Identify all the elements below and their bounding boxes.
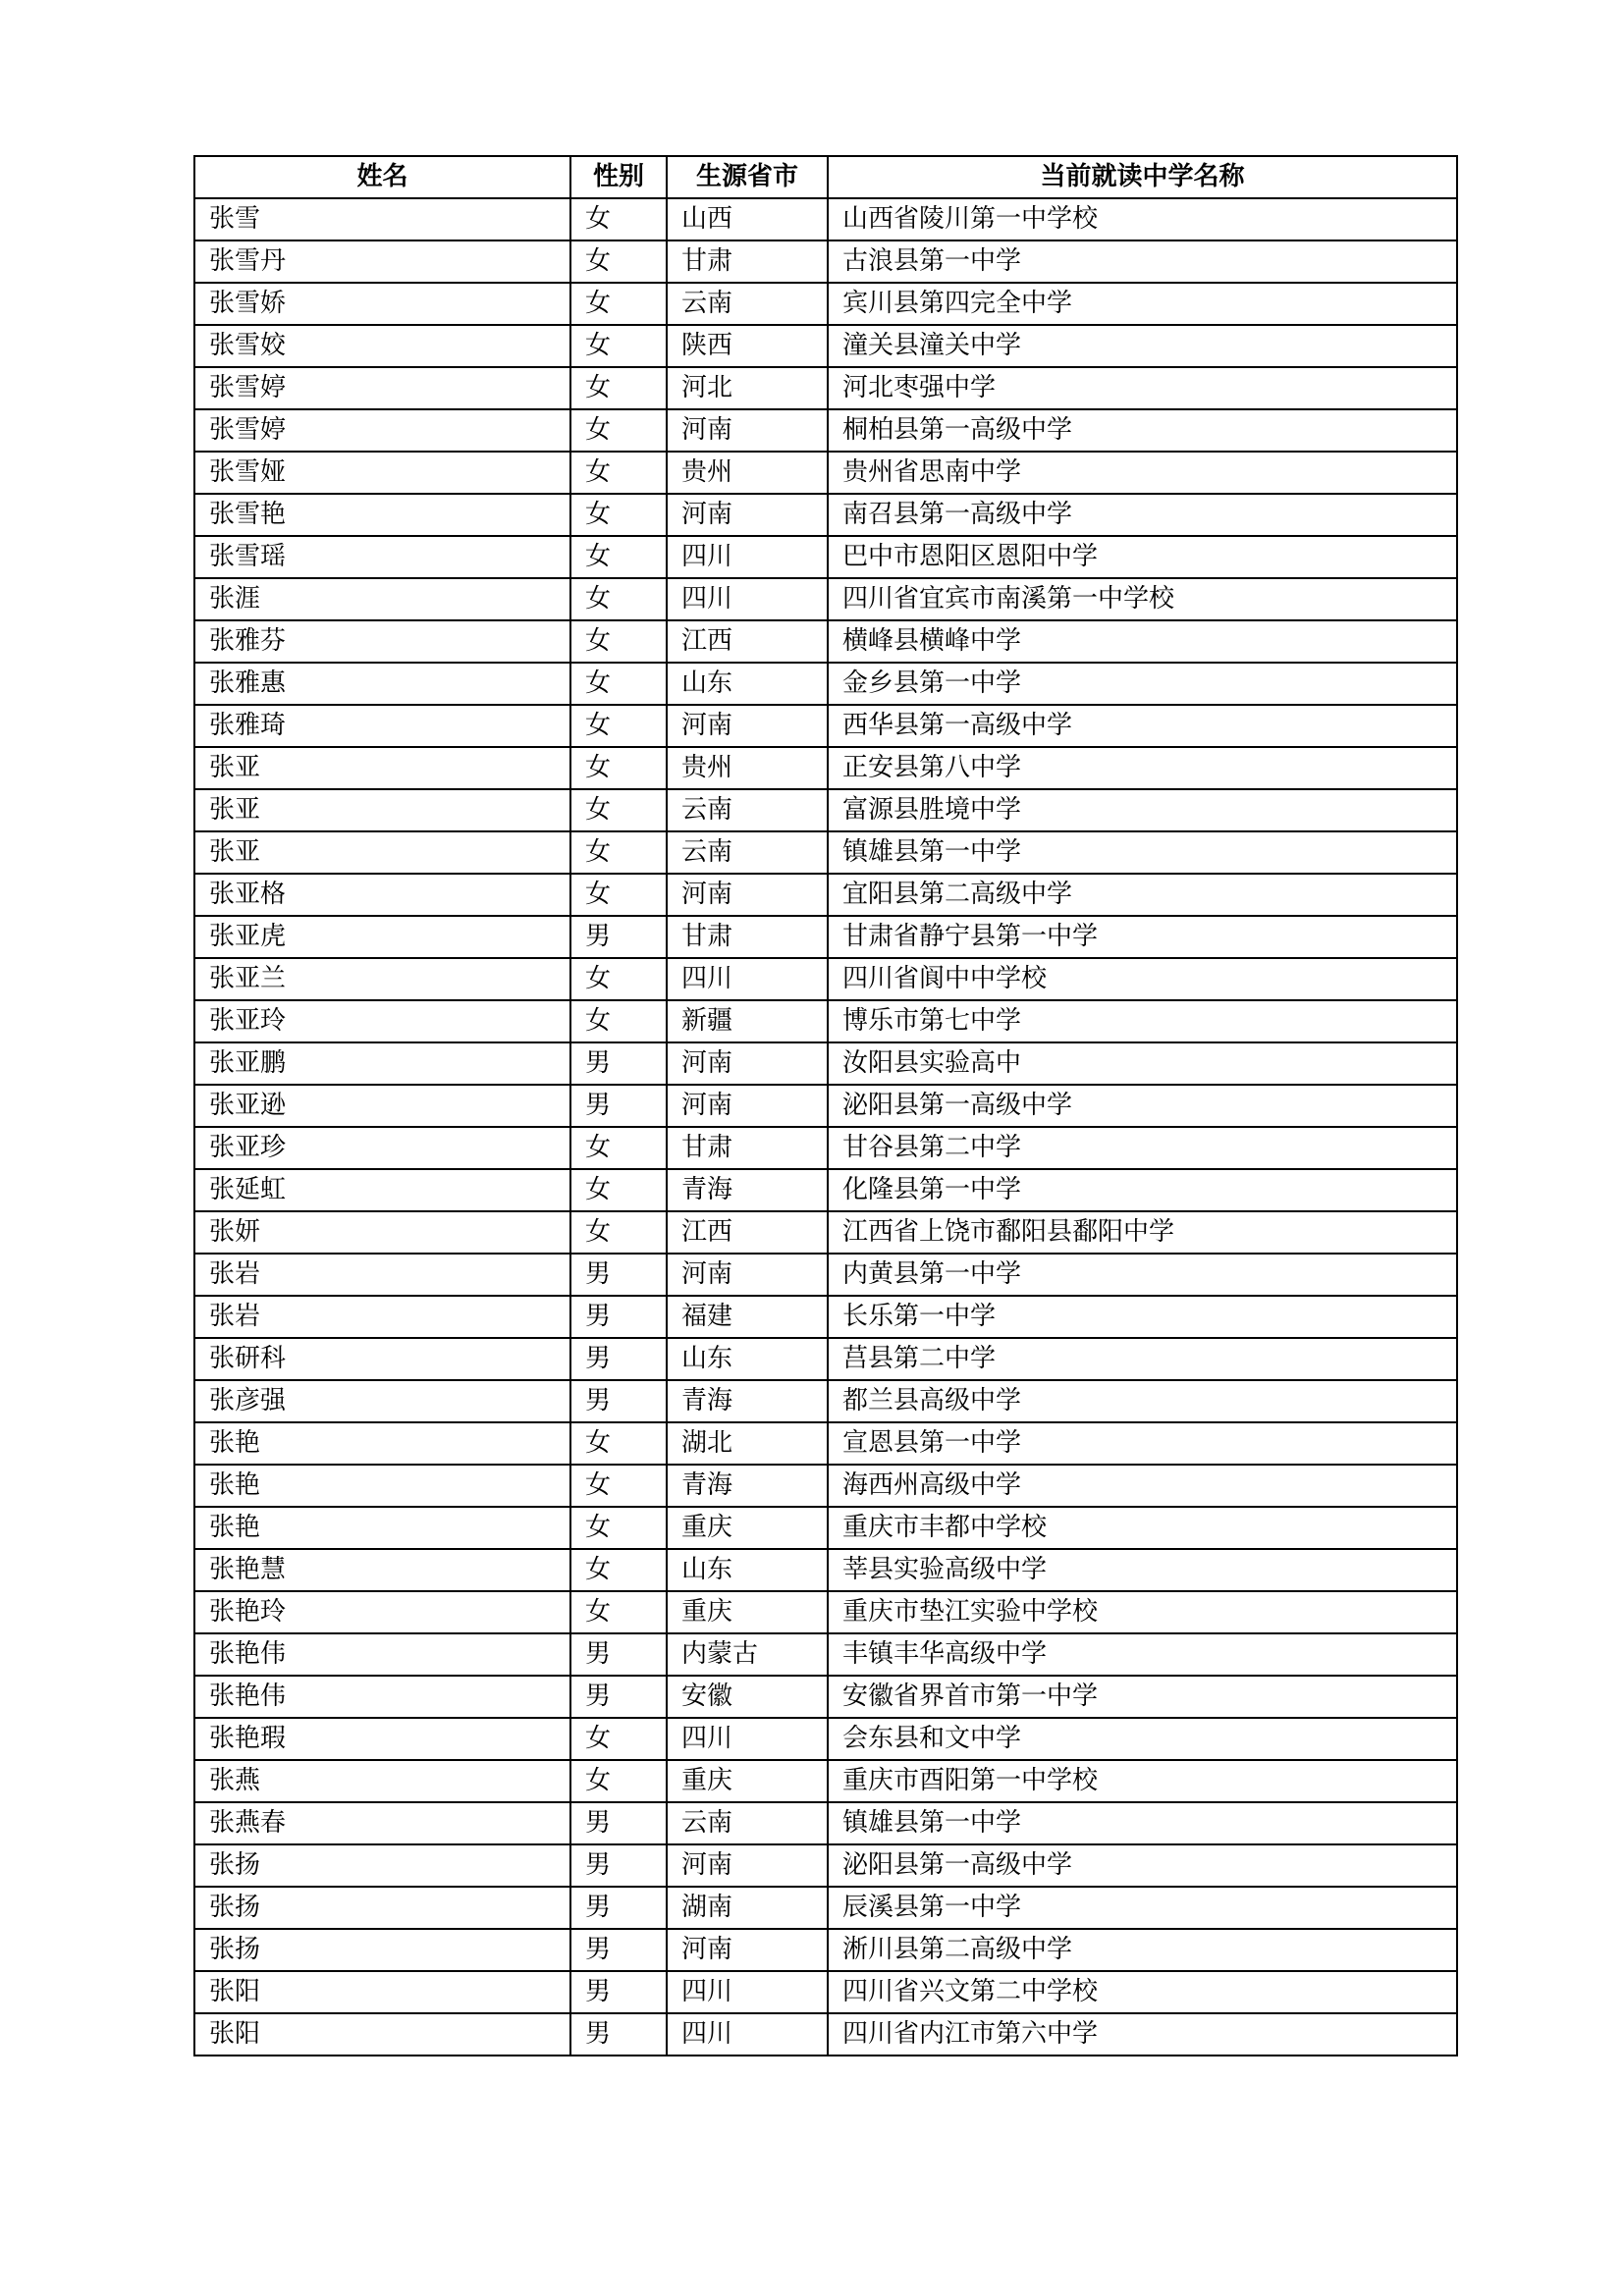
province-cell: 河南	[667, 1929, 828, 1971]
province-cell: 河南	[667, 1254, 828, 1296]
school-cell: 宣恩县第一中学	[828, 1422, 1457, 1465]
province-cell: 四川	[667, 1971, 828, 2013]
gender-cell: 女	[570, 1465, 667, 1507]
table-row	[194, 240, 1457, 283]
school-cell: 四川省内江市第六中学	[828, 2013, 1457, 2056]
province-cell: 四川	[667, 2013, 828, 2056]
province-cell: 河南	[667, 705, 828, 747]
table-row	[194, 1929, 1457, 1971]
province-cell: 云南	[667, 283, 828, 325]
table-row	[194, 1296, 1457, 1338]
name-cell: 张亚格	[194, 874, 570, 916]
table-row	[194, 831, 1457, 874]
name-cell: 张涯	[194, 578, 570, 620]
gender-cell: 男	[570, 1929, 667, 1971]
name-cell: 张雅惠	[194, 663, 570, 705]
gender-cell: 男	[570, 1338, 667, 1380]
school-cell: 四川省兴文第二中学校	[828, 1971, 1457, 2013]
header-name: 姓名	[194, 156, 570, 198]
school-cell: 桐柏县第一高级中学	[828, 409, 1457, 452]
school-cell: 化隆县第一中学	[828, 1169, 1457, 1211]
name-cell: 张燕	[194, 1760, 570, 1802]
name-cell: 张艳	[194, 1465, 570, 1507]
province-cell: 四川	[667, 536, 828, 578]
school-cell: 宜阳县第二高级中学	[828, 874, 1457, 916]
school-cell: 安徽省界首市第一中学	[828, 1676, 1457, 1718]
table-row	[194, 1169, 1457, 1211]
name-cell: 张雪丹	[194, 240, 570, 283]
gender-cell: 女	[570, 409, 667, 452]
table-row	[194, 1000, 1457, 1042]
school-cell: 莒县第二中学	[828, 1338, 1457, 1380]
gender-cell: 男	[570, 1676, 667, 1718]
name-cell: 张艳伟	[194, 1633, 570, 1676]
school-cell: 四川省宜宾市南溪第一中学校	[828, 578, 1457, 620]
province-cell: 四川	[667, 958, 828, 1000]
school-cell: 泌阳县第一高级中学	[828, 1085, 1457, 1127]
school-cell: 河北枣强中学	[828, 367, 1457, 409]
province-cell: 河南	[667, 409, 828, 452]
school-cell: 辰溪县第一中学	[828, 1887, 1457, 1929]
province-cell: 甘肃	[667, 916, 828, 958]
name-cell: 张艳瑕	[194, 1718, 570, 1760]
school-cell: 泌阳县第一高级中学	[828, 1844, 1457, 1887]
table-row	[194, 198, 1457, 240]
name-cell: 张亚虎	[194, 916, 570, 958]
gender-cell: 男	[570, 1633, 667, 1676]
table-row	[194, 1422, 1457, 1465]
header-row	[194, 156, 1457, 198]
name-cell: 张亚	[194, 747, 570, 789]
school-cell: 正安县第八中学	[828, 747, 1457, 789]
student-table	[193, 155, 1458, 2056]
province-cell: 江西	[667, 1211, 828, 1254]
table-row	[194, 1085, 1457, 1127]
province-cell: 山西	[667, 198, 828, 240]
table-row	[194, 2013, 1457, 2056]
gender-cell: 女	[570, 663, 667, 705]
header-school: 当前就读中学名称	[828, 156, 1457, 198]
name-cell: 张艳伟	[194, 1676, 570, 1718]
table-body	[194, 198, 1457, 2056]
province-cell: 重庆	[667, 1507, 828, 1549]
header-province: 生源省市	[667, 156, 828, 198]
school-cell: 甘肃省静宁县第一中学	[828, 916, 1457, 958]
province-cell: 河南	[667, 1085, 828, 1127]
gender-cell: 女	[570, 1000, 667, 1042]
school-cell: 甘谷县第二中学	[828, 1127, 1457, 1169]
name-cell: 张岩	[194, 1296, 570, 1338]
table-row	[194, 452, 1457, 494]
table-row	[194, 1549, 1457, 1591]
gender-cell: 女	[570, 452, 667, 494]
name-cell: 张彦强	[194, 1380, 570, 1422]
name-cell: 张岩	[194, 1254, 570, 1296]
table-row	[194, 1507, 1457, 1549]
table-row	[194, 325, 1457, 367]
gender-cell: 女	[570, 536, 667, 578]
province-cell: 青海	[667, 1380, 828, 1422]
gender-cell: 女	[570, 1507, 667, 1549]
name-cell: 张阳	[194, 1971, 570, 2013]
school-cell: 横峰县横峰中学	[828, 620, 1457, 663]
name-cell: 张亚珍	[194, 1127, 570, 1169]
name-cell: 张雪	[194, 198, 570, 240]
school-cell: 富源县胜境中学	[828, 789, 1457, 831]
school-cell: 莘县实验高级中学	[828, 1549, 1457, 1591]
name-cell: 张雅芬	[194, 620, 570, 663]
province-cell: 重庆	[667, 1760, 828, 1802]
name-cell: 张亚兰	[194, 958, 570, 1000]
table-row	[194, 747, 1457, 789]
table-row	[194, 1633, 1457, 1676]
table-row	[194, 663, 1457, 705]
school-cell: 潼关县潼关中学	[828, 325, 1457, 367]
province-cell: 湖南	[667, 1887, 828, 1929]
province-cell: 甘肃	[667, 240, 828, 283]
province-cell: 河南	[667, 494, 828, 536]
name-cell: 张扬	[194, 1929, 570, 1971]
province-cell: 贵州	[667, 452, 828, 494]
table-row	[194, 1676, 1457, 1718]
province-cell: 河南	[667, 1844, 828, 1887]
table-row	[194, 1760, 1457, 1802]
table-row	[194, 1971, 1457, 2013]
table-row	[194, 789, 1457, 831]
school-cell: 巴中市恩阳区恩阳中学	[828, 536, 1457, 578]
table-row	[194, 536, 1457, 578]
name-cell: 张雅琦	[194, 705, 570, 747]
school-cell: 丰镇丰华高级中学	[828, 1633, 1457, 1676]
table-row	[194, 1887, 1457, 1929]
table-row	[194, 1380, 1457, 1422]
province-cell: 山东	[667, 1549, 828, 1591]
gender-cell: 女	[570, 240, 667, 283]
name-cell: 张研科	[194, 1338, 570, 1380]
province-cell: 重庆	[667, 1591, 828, 1633]
table-row	[194, 705, 1457, 747]
school-cell: 南召县第一高级中学	[828, 494, 1457, 536]
school-cell: 镇雄县第一中学	[828, 1802, 1457, 1844]
name-cell: 张亚玲	[194, 1000, 570, 1042]
school-cell: 博乐市第七中学	[828, 1000, 1457, 1042]
gender-cell: 女	[570, 283, 667, 325]
table-row	[194, 916, 1457, 958]
gender-cell: 男	[570, 1254, 667, 1296]
name-cell: 张雪艳	[194, 494, 570, 536]
province-cell: 云南	[667, 789, 828, 831]
gender-cell: 男	[570, 1802, 667, 1844]
name-cell: 张扬	[194, 1887, 570, 1929]
school-cell: 西华县第一高级中学	[828, 705, 1457, 747]
name-cell: 张雪婷	[194, 409, 570, 452]
gender-cell: 女	[570, 198, 667, 240]
province-cell: 内蒙古	[667, 1633, 828, 1676]
gender-cell: 女	[570, 1591, 667, 1633]
gender-cell: 男	[570, 1380, 667, 1422]
province-cell: 甘肃	[667, 1127, 828, 1169]
gender-cell: 男	[570, 916, 667, 958]
table-row	[194, 409, 1457, 452]
table-row	[194, 1844, 1457, 1887]
table-row	[194, 1591, 1457, 1633]
table-row	[194, 958, 1457, 1000]
header-gender: 性别	[570, 156, 667, 198]
province-cell: 河南	[667, 874, 828, 916]
table-row	[194, 1718, 1457, 1760]
gender-cell: 男	[570, 1085, 667, 1127]
school-cell: 山西省陵川第一中学校	[828, 198, 1457, 240]
name-cell: 张妍	[194, 1211, 570, 1254]
name-cell: 张雪娅	[194, 452, 570, 494]
gender-cell: 女	[570, 1211, 667, 1254]
school-cell: 重庆市丰都中学校	[828, 1507, 1457, 1549]
school-cell: 长乐第一中学	[828, 1296, 1457, 1338]
school-cell: 汝阳县实验高中	[828, 1042, 1457, 1085]
province-cell: 福建	[667, 1296, 828, 1338]
table-row	[194, 578, 1457, 620]
table-row	[194, 620, 1457, 663]
name-cell: 张亚	[194, 831, 570, 874]
school-cell: 海西州高级中学	[828, 1465, 1457, 1507]
gender-cell: 女	[570, 1760, 667, 1802]
province-cell: 青海	[667, 1169, 828, 1211]
school-cell: 贵州省思南中学	[828, 452, 1457, 494]
province-cell: 青海	[667, 1465, 828, 1507]
province-cell: 湖北	[667, 1422, 828, 1465]
gender-cell: 女	[570, 1549, 667, 1591]
province-cell: 陕西	[667, 325, 828, 367]
name-cell: 张延虹	[194, 1169, 570, 1211]
school-cell: 江西省上饶市鄱阳县鄱阳中学	[828, 1211, 1457, 1254]
school-cell: 淅川县第二高级中学	[828, 1929, 1457, 1971]
gender-cell: 女	[570, 874, 667, 916]
gender-cell: 女	[570, 1169, 667, 1211]
name-cell: 张燕春	[194, 1802, 570, 1844]
gender-cell: 女	[570, 578, 667, 620]
gender-cell: 女	[570, 958, 667, 1000]
province-cell: 山东	[667, 1338, 828, 1380]
table-row	[194, 1338, 1457, 1380]
gender-cell: 女	[570, 325, 667, 367]
name-cell: 张亚逊	[194, 1085, 570, 1127]
gender-cell: 女	[570, 831, 667, 874]
name-cell: 张艳玲	[194, 1591, 570, 1633]
province-cell: 河北	[667, 367, 828, 409]
gender-cell: 男	[570, 2013, 667, 2056]
name-cell: 张雪娇	[194, 283, 570, 325]
table-row	[194, 367, 1457, 409]
name-cell: 张雪姣	[194, 325, 570, 367]
table-row	[194, 1127, 1457, 1169]
gender-cell: 男	[570, 1296, 667, 1338]
table-row	[194, 1254, 1457, 1296]
school-cell: 会东县和文中学	[828, 1718, 1457, 1760]
province-cell: 四川	[667, 1718, 828, 1760]
gender-cell: 女	[570, 705, 667, 747]
province-cell: 贵州	[667, 747, 828, 789]
gender-cell: 女	[570, 620, 667, 663]
gender-cell: 女	[570, 367, 667, 409]
school-cell: 四川省阆中中学校	[828, 958, 1457, 1000]
school-cell: 内黄县第一中学	[828, 1254, 1457, 1296]
name-cell: 张艳慧	[194, 1549, 570, 1591]
province-cell: 四川	[667, 578, 828, 620]
gender-cell: 男	[570, 1042, 667, 1085]
province-cell: 新疆	[667, 1000, 828, 1042]
gender-cell: 男	[570, 1844, 667, 1887]
table-row	[194, 874, 1457, 916]
gender-cell: 女	[570, 747, 667, 789]
table-row	[194, 1042, 1457, 1085]
name-cell: 张雪婷	[194, 367, 570, 409]
table-row	[194, 1802, 1457, 1844]
name-cell: 张雪瑶	[194, 536, 570, 578]
province-cell: 山东	[667, 663, 828, 705]
province-cell: 云南	[667, 831, 828, 874]
province-cell: 江西	[667, 620, 828, 663]
table-row	[194, 283, 1457, 325]
school-cell: 重庆市垫江实验中学校	[828, 1591, 1457, 1633]
school-cell: 古浪县第一中学	[828, 240, 1457, 283]
name-cell: 张亚	[194, 789, 570, 831]
gender-cell: 女	[570, 1422, 667, 1465]
school-cell: 镇雄县第一中学	[828, 831, 1457, 874]
province-cell: 河南	[667, 1042, 828, 1085]
school-cell: 重庆市酉阳第一中学校	[828, 1760, 1457, 1802]
gender-cell: 女	[570, 789, 667, 831]
province-cell: 云南	[667, 1802, 828, 1844]
table-row	[194, 1465, 1457, 1507]
name-cell: 张亚鹏	[194, 1042, 570, 1085]
name-cell: 张阳	[194, 2013, 570, 2056]
gender-cell: 女	[570, 1127, 667, 1169]
gender-cell: 女	[570, 494, 667, 536]
name-cell: 张扬	[194, 1844, 570, 1887]
gender-cell: 女	[570, 1718, 667, 1760]
gender-cell: 男	[570, 1971, 667, 2013]
name-cell: 张艳	[194, 1422, 570, 1465]
name-cell: 张艳	[194, 1507, 570, 1549]
table-row	[194, 494, 1457, 536]
school-cell: 都兰县高级中学	[828, 1380, 1457, 1422]
province-cell: 安徽	[667, 1676, 828, 1718]
school-cell: 金乡县第一中学	[828, 663, 1457, 705]
school-cell: 宾川县第四完全中学	[828, 283, 1457, 325]
table-row	[194, 1211, 1457, 1254]
gender-cell: 男	[570, 1887, 667, 1929]
